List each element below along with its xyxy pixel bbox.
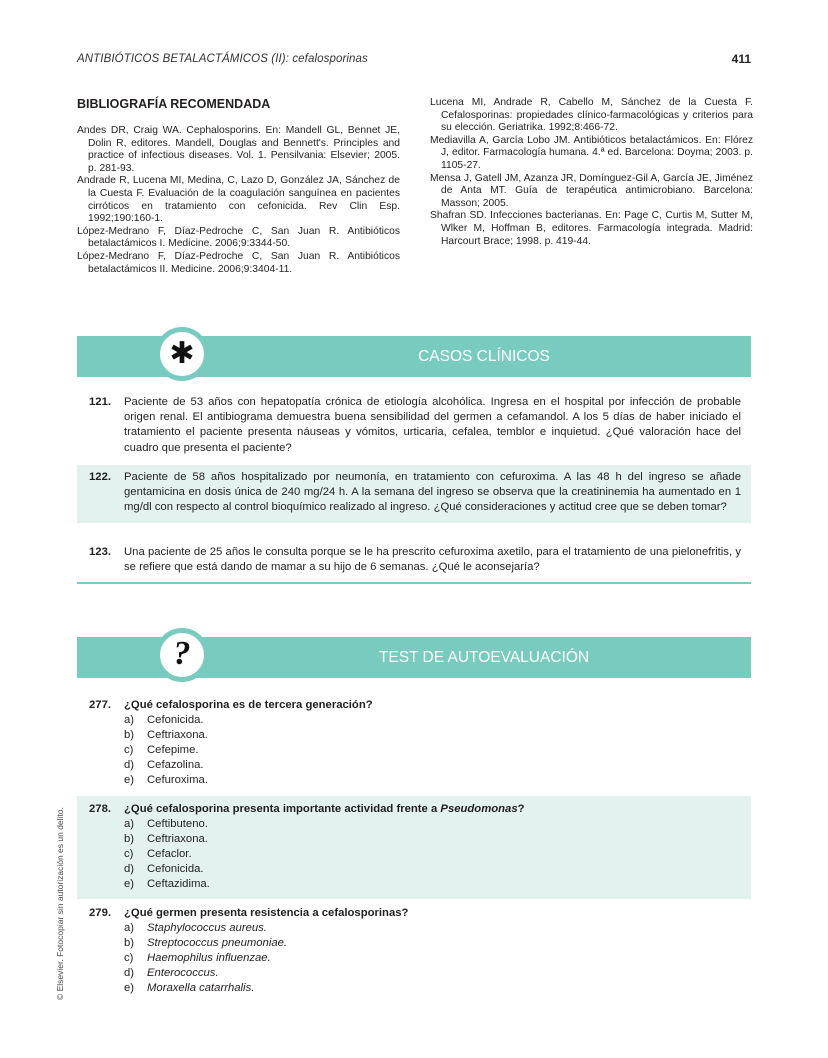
reference-item: Mediavilla A, García Lobo JM. Antibióticos betalactámicos. En: Flórez J, editor. Farmacología humana. 4.ª ed. Barcelona: Doyma; 2003. p. 1105-27.	[430, 134, 753, 171]
reference-item: Andes DR, Craig WA. Cephalosporins. En: Mandell GL, Bennet JE, Dolin R, editores. Mandell, Douglas and Bennett's. Principles and practice of infectious diseases. Vol. 1. Pensilvania: Elsevier; 2005. p. 281-93.	[77, 125, 400, 174]
answer-option: c) Cefaclor.	[124, 848, 192, 860]
reference-item: Lucena MI, Andrade R, Cabello M, Sánchez de la Cuesta F. Cefalosporinas: propiedades clínico-farmacológicas y criterios para su elección. Geriatrika. 1992;8:466-72.	[430, 97, 753, 134]
case-item	[77, 545, 751, 575]
case-text: Paciente de 53 años con hepatopatía crónica de etiología alcohólica. Ingresa en el hospital por infección de probable origen renal. El antibiograma demuestra buena sensibilidad del germen a cefamandol. A los 5 días de haber iniciado el tratamiento el paciente presenta náuseas y vómitos, urticaria, cefalea, temblor e inquietud. ¿Qué valoración hace del cuadro que presenta el paciente?	[124, 396, 741, 454]
question-stem: ¿Qué germen presenta resistencia a cefalosporinas?	[124, 907, 409, 919]
case-number: 123.	[89, 546, 111, 558]
case-item	[77, 395, 751, 456]
self-test-title: TEST DE AUTOEVALUACIÓN	[378, 649, 590, 666]
bibliography-right-column	[430, 97, 753, 248]
self-test-icon-circle	[155, 628, 209, 682]
answer-option: a) Ceftibuteno.	[124, 818, 208, 830]
question-number: 278.	[89, 803, 111, 815]
answer-option: c) Haemophilus influenzae.	[124, 952, 271, 964]
test-question	[77, 906, 751, 996]
question-mark-icon: ?	[173, 635, 191, 672]
answer-option: b) Ceftriaxona.	[124, 833, 208, 845]
answer-option: d) Cefonicida.	[124, 863, 204, 875]
question-stem: ¿Qué cefalosporina es de tercera generación?	[124, 699, 373, 711]
reference-item: Andrade R, Lucena MI, Medina, C, Lazo D, González JA, Sánchez de la Cuesta F. Evaluación de la coagulación sanguínea en pacientes cirróticos en tratamiento con cefonicida. Rev Clin Esp. 1992;190:160-1.	[77, 175, 400, 225]
question-stem: ¿Qué cefalosporina presenta importante actividad frente a Pseudomonas?	[124, 803, 525, 815]
question-number: 279.	[89, 907, 111, 919]
answer-option: b) Streptococcus pneumoniae.	[124, 937, 288, 949]
reference-item: López-Medrano F, Díaz-Pedroche C, San Juan R. Antibióticos betalactámicos II. Medicine. 2006;9:3404-11.	[77, 250, 400, 275]
answer-option: d) Enterococcus.	[124, 967, 219, 979]
page-number: 411	[731, 52, 751, 66]
reference-item: López-Medrano F, Díaz-Pedroche C, San Juan R. Antibióticos betalactámicos I. Medicine. 2006;9:3344-50.	[77, 225, 400, 250]
case-text: Paciente de 58 años hospitalizado por neumonía, en tratamiento con cefuroxima. A las 48 h del ingreso se añade gentamicina en dosis única de 240 mg/24 h. A la semana del ingreso se observa que la creatininemia ha aumentado en 1 mg/dl con respecto al control bioquímico realizado al ingreso. ¿Qué consideraciones y actitud cree que se deben tomar?	[124, 471, 741, 514]
section-divider	[77, 582, 751, 584]
answer-option: a) Cefonicida.	[124, 714, 204, 726]
reference-item: Mensa J, Gatell JM, Azanza JR, Domínguez-Gil A, García JE, Jiménez de Anta MT. Guía de terapéutica antimicrobiano. Barcelona: Masson; 2005.	[430, 172, 753, 209]
clinical-cases-icon-circle	[155, 327, 209, 381]
bibliography-left-column	[77, 125, 400, 276]
test-question	[77, 796, 751, 899]
answer-option: e) Cefuroxima.	[124, 774, 208, 786]
answer-option: e) Moraxella catarrhalis.	[124, 982, 255, 994]
answer-option: e) Ceftazidima.	[124, 878, 210, 890]
asterisk-icon: ✱	[169, 337, 195, 370]
answer-option: d) Cefazolina.	[124, 759, 204, 771]
clinical-cases-title: CASOS CLÍNICOS	[418, 348, 550, 365]
copyright-notice: © Elsevier. Fotocopiar sin autorización es un delito.	[55, 807, 65, 1000]
answer-option: a) Staphylococcus aureus.	[124, 922, 267, 934]
question-number: 277.	[89, 699, 111, 711]
answer-option: b) Ceftriaxona.	[124, 729, 208, 741]
bibliography-title: BIBLIOGRAFÍA RECOMENDADA	[77, 97, 271, 111]
answer-option: c) Cefepime.	[124, 744, 199, 756]
reference-item: Shafran SD. Infecciones bacterianas. En: Page C, Curtis M, Sutter M, Wlker M, Hoffman B, editores. Farmacología integrada. Madrid: Harcourt Brace; 1998. p. 419-44.	[430, 210, 753, 247]
case-number: 121.	[89, 396, 111, 408]
case-number: 122.	[89, 471, 111, 483]
case-text: Una paciente de 25 años le consulta porque se le ha prescrito cefuroxima axetilo, para el tratamiento de una pielonefritis, y se refiere que está dando de mamar a su hijo de 6 semanas. ¿Qué le aconsejaría?	[124, 546, 741, 574]
running-header: ANTIBIÓTICOS BETALACTÁMICOS (II): cefalosporinas	[77, 53, 368, 65]
test-question	[77, 698, 751, 788]
case-item	[77, 465, 751, 523]
